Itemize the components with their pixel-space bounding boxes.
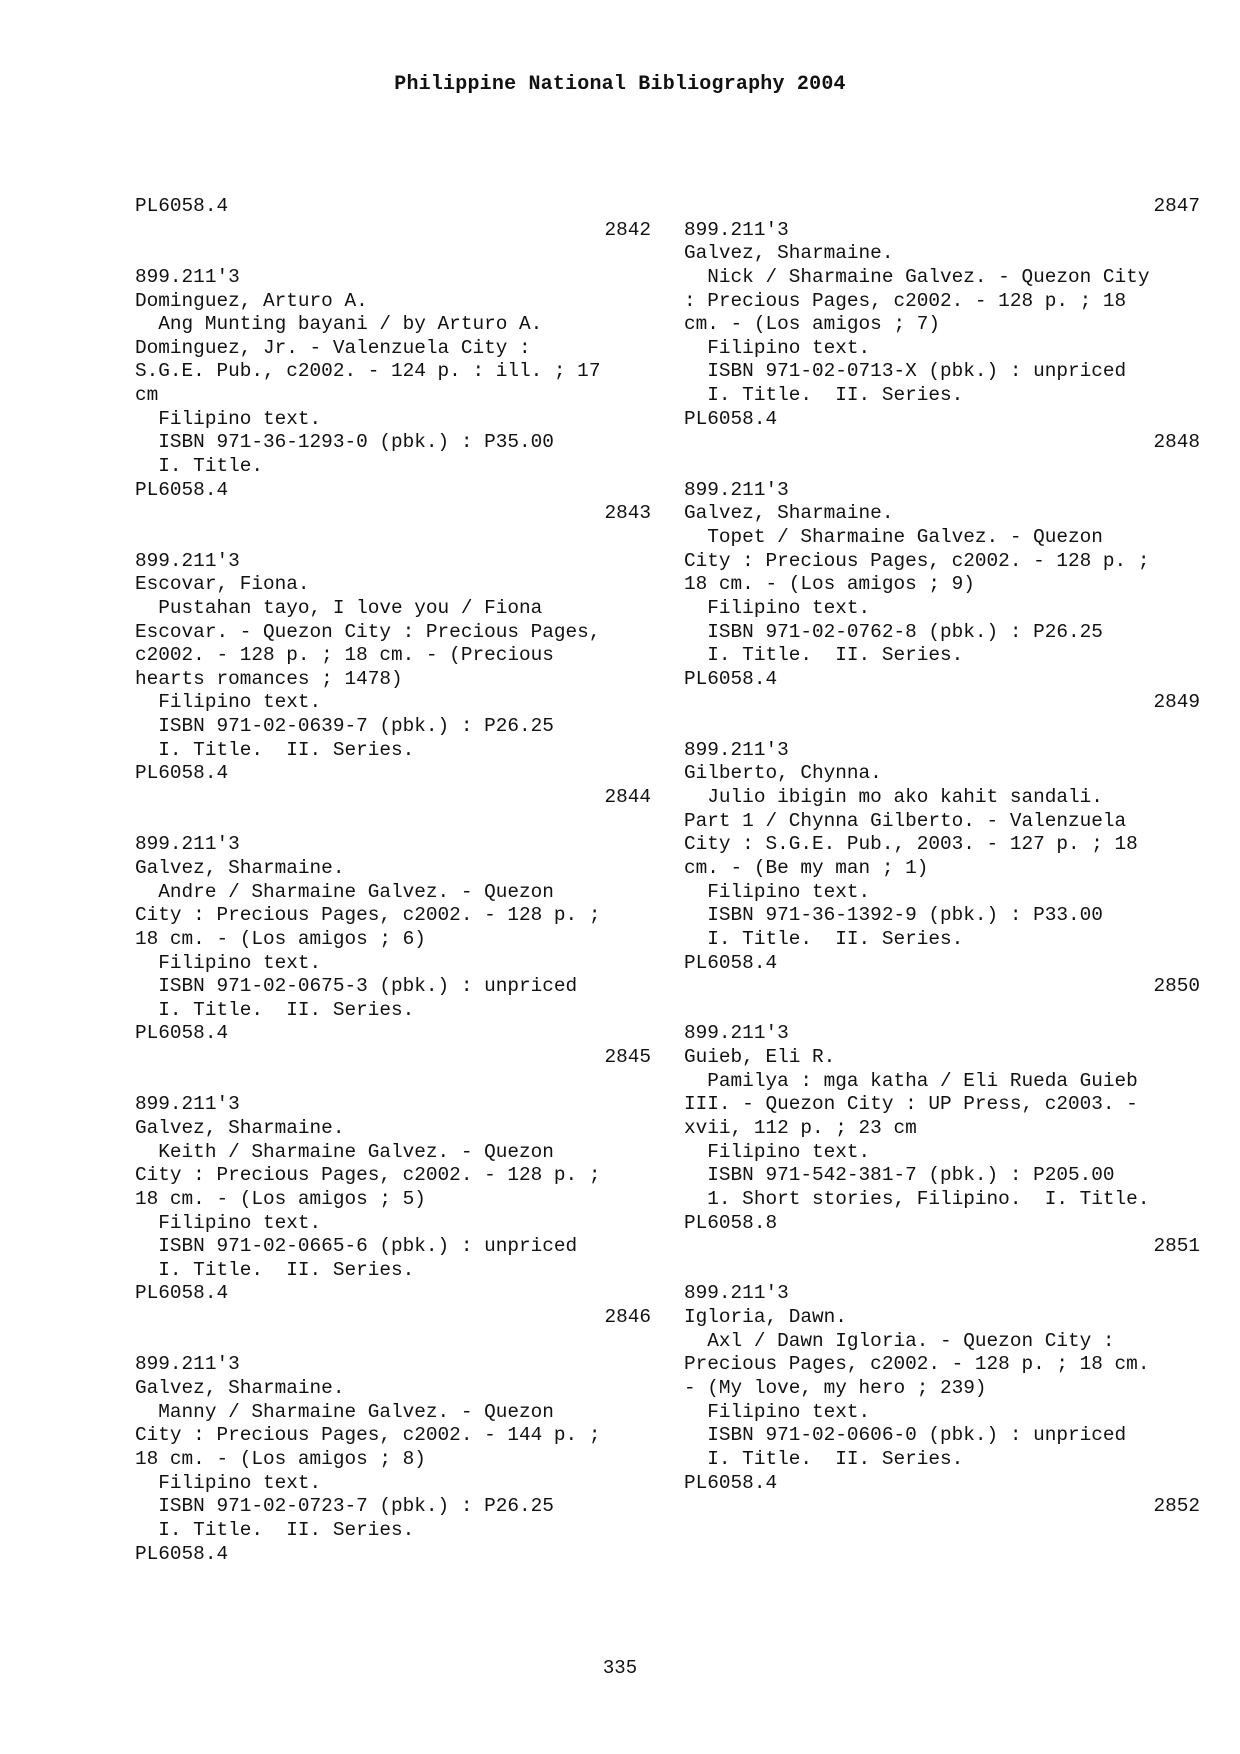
entry-line: Dominguez, Jr. - Valenzuela City :: [135, 336, 531, 359]
entry-line: Filipino text.: [135, 1211, 322, 1234]
entry-line: PL6058.4: [684, 667, 778, 690]
blank-line: [684, 999, 1200, 1023]
entry-line: PL6058.4: [684, 1471, 778, 1494]
entry-line: I. Title. II. Series.: [684, 384, 964, 407]
entry-line: I. Title. II. Series.: [135, 1518, 415, 1541]
entry-line: Escovar. - Quezon City : Precious Pages,: [135, 620, 601, 643]
entry-number: 2852: [1153, 1495, 1200, 1518]
entry-line: c2002. - 128 p. ; 18 cm. - (Precious: [135, 644, 554, 667]
entry-line: City : Precious Pages, c2002. - 128 p. ;: [135, 904, 601, 927]
entry-line: ISBN 971-02-0606-0 (pbk.) : unpriced: [684, 1424, 1127, 1447]
entry-line: xvii, 112 p. ; 23 cm: [684, 1116, 917, 1139]
entry-line: ISBN 971-36-1293-0 (pbk.) : P35.00: [135, 431, 554, 454]
entry-number: 2848: [1153, 431, 1200, 454]
entry-number: 2842: [604, 218, 651, 241]
entry-line: ISBN 971-02-0723-7 (pbk.) : P26.25: [135, 1495, 554, 1518]
entry-line: Dominguez, Arturo A.: [135, 289, 368, 312]
entry-line: Manny / Sharmaine Galvez. - Quezon: [135, 1400, 554, 1423]
entry-line: City : Precious Pages, c2002. - 144 p. ;: [135, 1424, 601, 1447]
entry-line: Filipino text.: [684, 1140, 871, 1163]
entry-line: Pamilya : mga katha / Eli Rueda Guieb: [684, 1069, 1138, 1092]
entry-line: Pustahan tayo, I love you / Fiona: [135, 596, 543, 619]
left-column: [135, 195, 651, 1566]
entry-line: 1. Short stories, Filipino. I. Title.: [684, 1187, 1150, 1210]
entry-line: Keith / Sharmaine Galvez. - Quezon: [135, 1140, 554, 1163]
blank-line: [684, 1259, 1200, 1283]
entry-line: Part 1 / Chynna Gilberto. - Valenzuela: [684, 809, 1127, 832]
blank-line: [135, 1330, 651, 1354]
entry-line: Filipino text.: [135, 691, 322, 714]
entry-number: 2843: [604, 502, 651, 525]
entry-line: I. Title. II. Series.: [684, 927, 964, 950]
entry-line: 899.211'3: [684, 218, 789, 241]
entry-line: 18 cm. - (Los amigos ; 8): [135, 1447, 426, 1470]
entry-line: hearts romances ; 1478): [135, 667, 403, 690]
entry-line: Filipino text.: [135, 1471, 322, 1494]
entry-line: PL6058.4: [135, 195, 229, 217]
entry-line: ISBN 971-02-0639-7 (pbk.) : P26.25: [135, 715, 554, 738]
blank-line: [684, 715, 1200, 739]
entry-line: Filipino text.: [684, 336, 871, 359]
entry-line: ISBN 971-02-0665-6 (pbk.) : unpriced: [135, 1235, 578, 1258]
entry-line: Ang Munting bayani / by Arturo A.: [135, 313, 543, 336]
entry-line: ISBN 971-02-0762-8 (pbk.) : P26.25: [684, 620, 1103, 643]
blank-line: [135, 810, 651, 834]
entry-line: City : S.G.E. Pub., 2003. - 127 p. ; 18: [684, 833, 1138, 856]
entry-line: Filipino text.: [135, 407, 322, 430]
entry-line: Guieb, Eli R.: [684, 1046, 836, 1069]
entry-line: City : Precious Pages, c2002. - 128 p. ;: [684, 549, 1150, 572]
entry-number: 2851: [1153, 1235, 1200, 1258]
entry-line: PL6058.8: [684, 1211, 778, 1234]
entry-number: 2850: [1153, 975, 1200, 998]
entry-line: Gilberto, Chynna.: [684, 762, 882, 785]
page-number: 335: [602, 1657, 638, 1679]
entry-line: PL6058.4: [684, 407, 778, 430]
entry-line: Escovar, Fiona.: [135, 573, 310, 596]
entry-line: PL6058.4: [135, 1282, 229, 1305]
entry-line: Julio ibigin mo ako kahit sandali.: [684, 786, 1103, 809]
entry-line: 899.211'3: [684, 738, 789, 761]
entry-line: Filipino text.: [135, 951, 322, 974]
entry-line: I. Title.: [135, 455, 263, 478]
entry-line: cm. - (Be my man ; 1): [684, 856, 929, 879]
page-title: Philippine National Bibliography 2004: [394, 73, 846, 96]
entry-line: 18 cm. - (Los amigos ; 9): [684, 573, 975, 596]
entry-line: 18 cm. - (Los amigos ; 5): [135, 1187, 426, 1210]
entry-line: Filipino text.: [684, 596, 871, 619]
entry-line: I. Title. II. Series.: [135, 738, 415, 761]
entry-line: S.G.E. Pub., c2002. - 124 p. : ill. ; 17: [135, 360, 601, 383]
entry-line: 18 cm. - (Los amigos ; 6): [135, 927, 426, 950]
entry-line: Filipino text.: [684, 880, 871, 903]
entry-line: 899.211'3: [135, 265, 240, 288]
blank-line: [135, 242, 651, 266]
right-column: [684, 195, 1200, 1519]
entry-line: 899.211'3: [135, 549, 240, 572]
entry-line: 899.211'3: [684, 1282, 789, 1305]
entry-line: III. - Quezon City : UP Press, c2003. -: [684, 1093, 1138, 1116]
entry-line: I. Title. II. Series.: [135, 1258, 415, 1281]
entry-line: ISBN 971-02-0713-X (pbk.) : unpriced: [684, 360, 1127, 383]
entry-line: Filipino text.: [684, 1400, 871, 1423]
entry-line: 899.211'3: [684, 1022, 789, 1045]
entry-line: Galvez, Sharmaine.: [684, 242, 894, 265]
entry-line: cm. - (Los amigos ; 7): [684, 313, 940, 336]
entry-number: 2844: [604, 786, 651, 809]
entry-line: Andre / Sharmaine Galvez. - Quezon: [135, 880, 554, 903]
entry-line: Galvez, Sharmaine.: [135, 856, 345, 879]
entry-line: ISBN 971-36-1392-9 (pbk.) : P33.00: [684, 904, 1103, 927]
entry-line: ISBN 971-02-0675-3 (pbk.) : unpriced: [135, 975, 578, 998]
entry-line: 899.211'3: [135, 1093, 240, 1116]
entry-line: PL6058.4: [135, 1022, 229, 1045]
entry-line: PL6058.4: [684, 951, 778, 974]
entry-line: City : Precious Pages, c2002. - 128 p. ;: [135, 1164, 601, 1187]
entry-number: 2845: [604, 1046, 651, 1069]
entry-line: : Precious Pages, c2002. - 128 p. ; 18: [684, 289, 1127, 312]
entry-line: I. Title. II. Series.: [684, 644, 964, 667]
entry-line: Galvez, Sharmaine.: [135, 1116, 345, 1139]
entry-line: Axl / Dawn Igloria. - Quezon City :: [684, 1329, 1115, 1352]
entry-number: 2846: [604, 1306, 651, 1329]
entry-line: 899.211'3: [135, 833, 240, 856]
entry-line: PL6058.4: [135, 762, 229, 785]
entry-line: Topet / Sharmaine Galvez. - Quezon: [684, 525, 1103, 548]
entry-line: 899.211'3: [135, 1353, 240, 1376]
blank-line: [135, 526, 651, 550]
entry-line: Galvez, Sharmaine.: [684, 502, 894, 525]
entry-line: cm: [135, 384, 159, 407]
entry-line: 899.211'3: [684, 478, 789, 501]
entry-line: Galvez, Sharmaine.: [135, 1377, 345, 1400]
entry-number: 2847: [1153, 195, 1200, 217]
entry-number: 2849: [1153, 691, 1200, 714]
entry-line: Igloria, Dawn.: [684, 1306, 847, 1329]
entry-line: PL6058.4: [135, 478, 229, 501]
entry-line: I. Title. II. Series.: [684, 1447, 964, 1470]
entry-line: - (My love, my hero ; 239): [684, 1377, 987, 1400]
entry-line: Precious Pages, c2002. - 128 p. ; 18 cm.: [684, 1353, 1150, 1376]
blank-line: [684, 455, 1200, 479]
entry-line: ISBN 971-542-381-7 (pbk.) : P205.00: [684, 1164, 1115, 1187]
entry-line: PL6058.4: [135, 1542, 229, 1565]
entry-line: Nick / Sharmaine Galvez. - Quezon City: [684, 265, 1150, 288]
entry-line: I. Title. II. Series.: [135, 998, 415, 1021]
blank-line: [135, 1070, 651, 1094]
